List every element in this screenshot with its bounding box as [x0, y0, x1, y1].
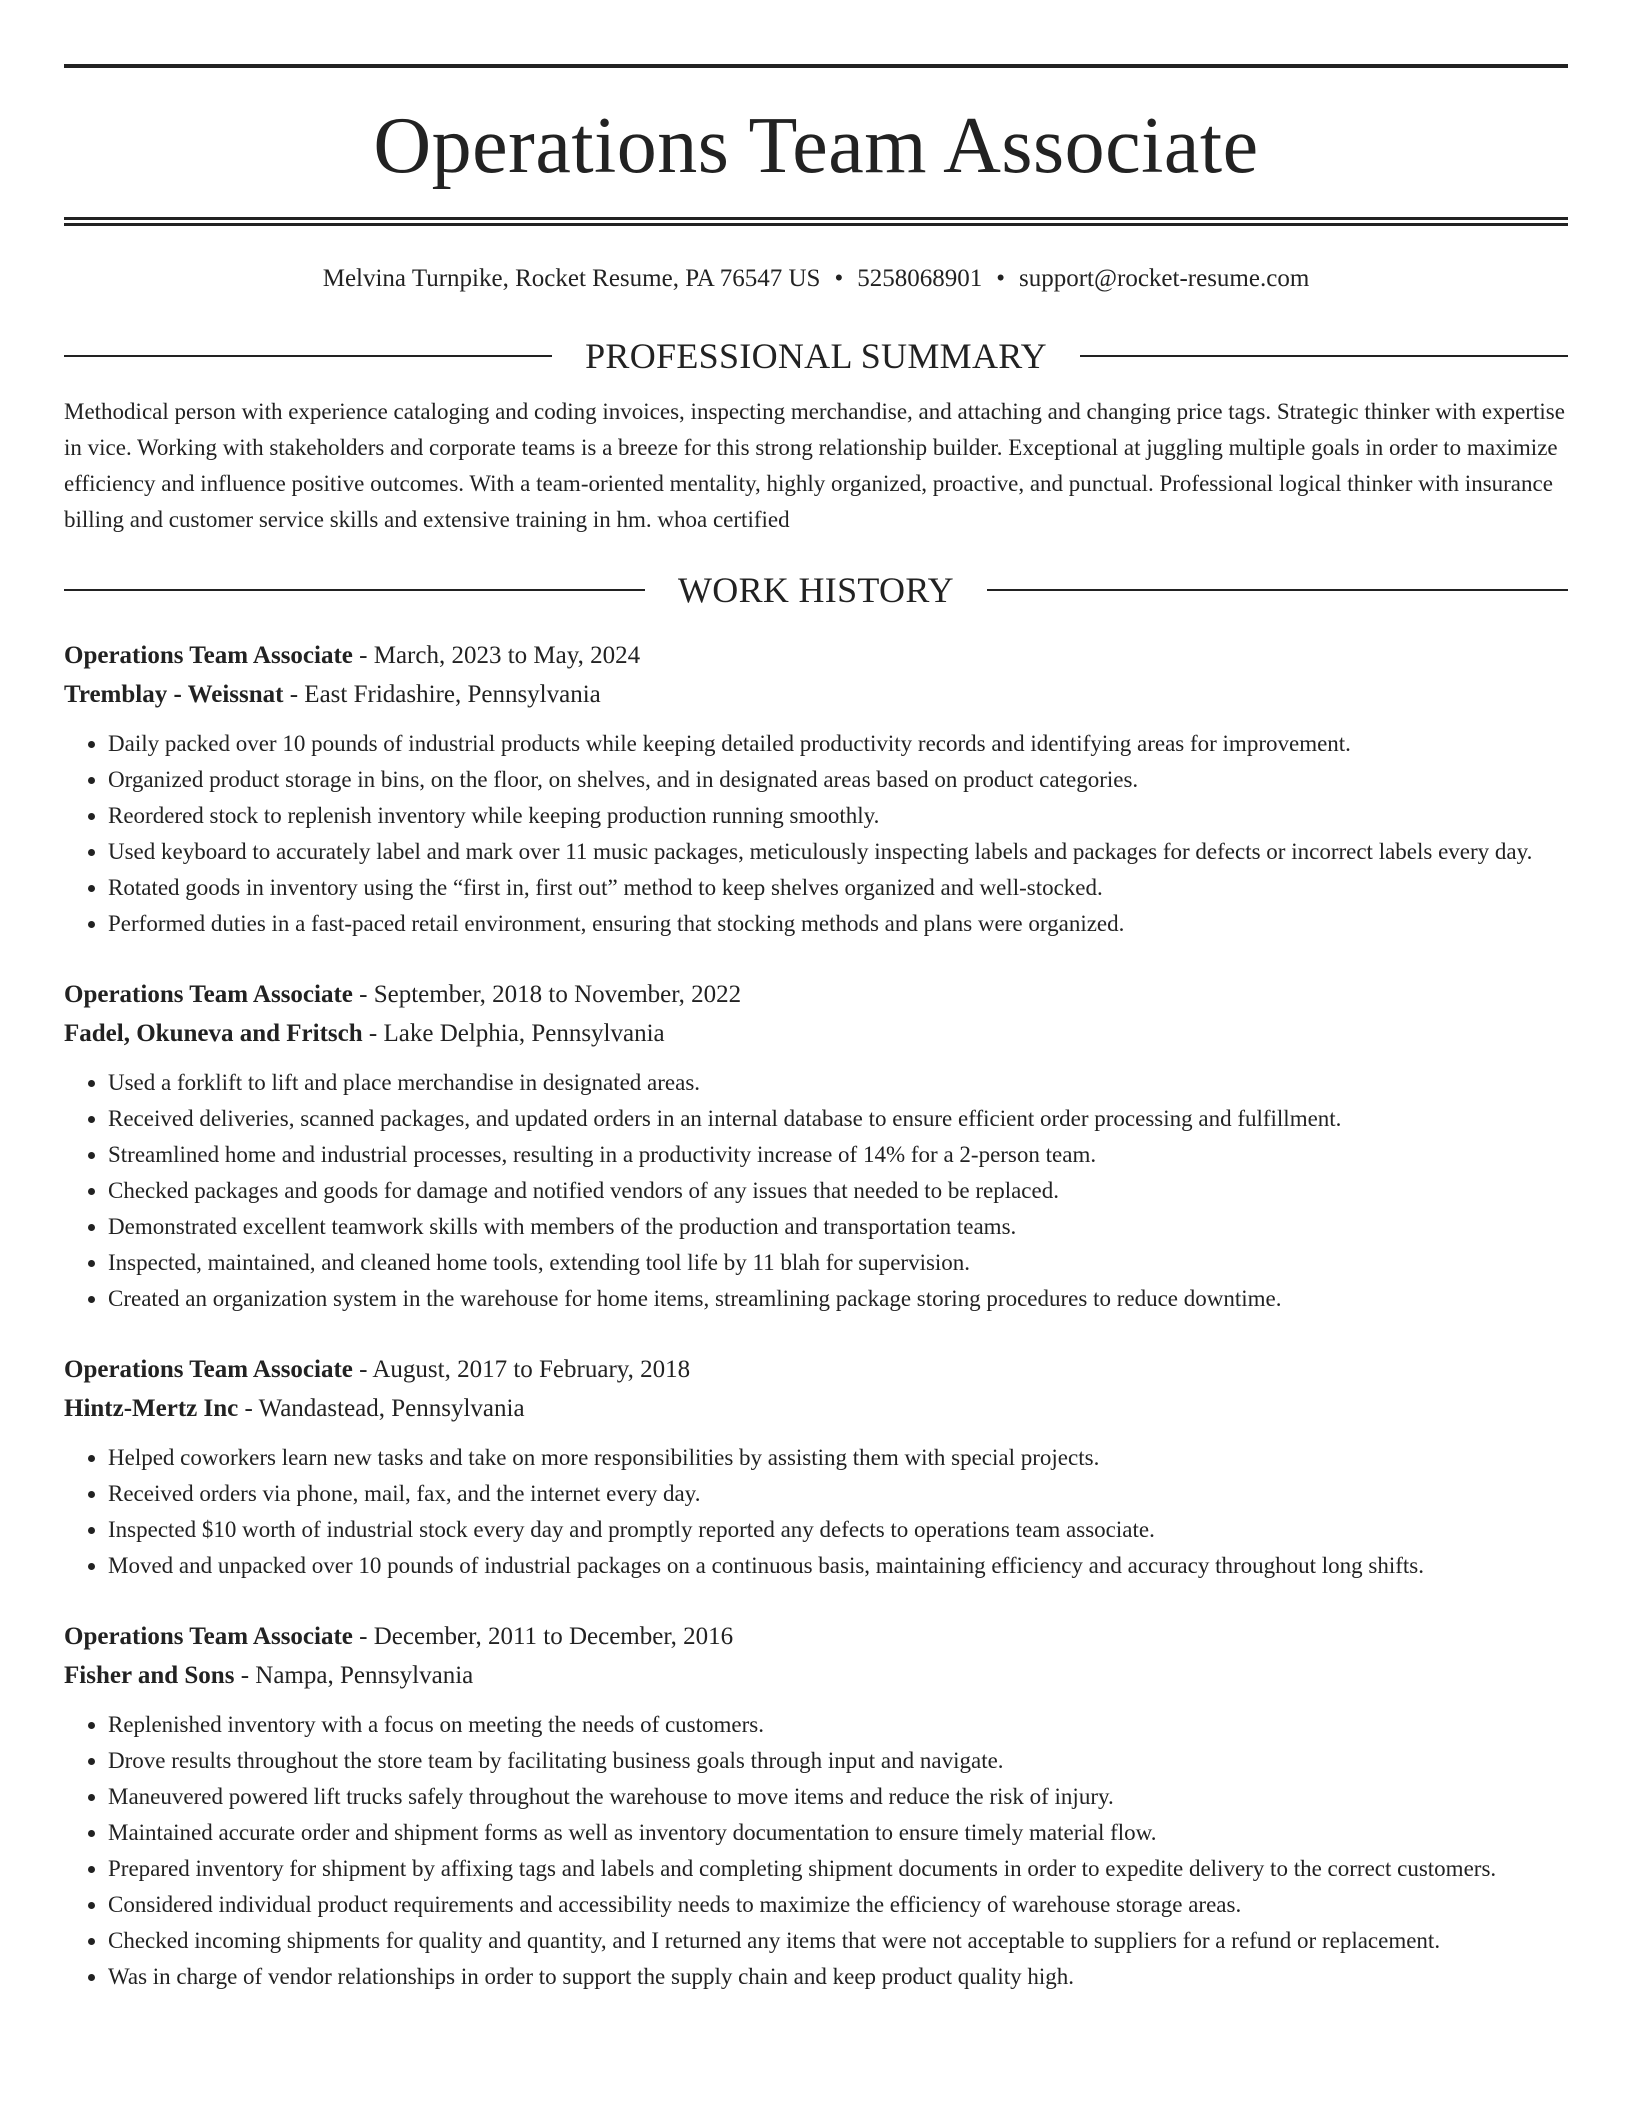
job-bullet: • Inspected $10 worth of industrial stock every day and promptly reported any defects to operations team associate.	[108, 1512, 1568, 1548]
job-bullet: • Used keyboard to accurately label and mark over 11 music packages, meticulously inspecting labels and packages for defects or incorrect labels every day.	[108, 834, 1568, 870]
job-company-line	[64, 1656, 1568, 1695]
job-bullet: • Received orders via phone, mail, fax, and the internet every day.	[108, 1476, 1568, 1512]
job-bullet: • Drove results throughout the store team by facilitating business goals through input and navigate.	[108, 1743, 1568, 1779]
contact-email: support@rocket-resume.com	[1018, 265, 1310, 292]
summary-text: Methodical person with experience cataloging and coding invoices, inspecting merchandise, and attaching and changing price tags. Strategic thinker with expertise in vice. Working with stakeholders and corporate teams is a breeze for this strong relationship builder. Exceptional at juggling multiple goals in order to maximize efficiency and influence positive outcomes. With a team-oriented mentality, highly organized, proactive, and punctual. Professional logical thinker with insurance billing and customer service skills and extensive training in hm. whoa certified	[64, 399, 1565, 532]
contact-separator: •	[834, 265, 844, 292]
job-bullet: • Used a forklift to lift and place merchandise in designated areas.	[108, 1065, 1568, 1101]
job-bullet: • Maneuvered powered lift trucks safely throughout the warehouse to move items and reduce the risk of injury.	[108, 1779, 1568, 1815]
job-bullet: • Organized product storage in bins, on the floor, on shelves, and in designated areas based on product categories.	[108, 762, 1568, 798]
job-bullet: • Prepared inventory for shipment by affixing tags and labels and completing shipment documents in order to expedite delivery to the correct customers.	[108, 1851, 1568, 1887]
job-entry	[64, 975, 1568, 1317]
title-double-rule	[64, 217, 1568, 226]
job-role-line	[64, 636, 1568, 675]
job-company-line	[64, 1014, 1568, 1053]
job-bullet: • Demonstrated excellent teamwork skills with members of the production and transportation teams.	[108, 1209, 1568, 1245]
job-bullets	[64, 726, 1568, 942]
job-bullet: • Moved and unpacked over 10 pounds of industrial packages on a continuous basis, maintaining efficiency and accuracy throughout long shifts.	[108, 1548, 1568, 1584]
job-company: Fisher and Sons	[64, 1662, 235, 1689]
job-bullet: • Created an organization system in the warehouse for home items, streamlining package storing procedures to reduce downtime.	[108, 1281, 1568, 1317]
job-bullet: • Streamlined home and industrial processes, resulting in a productivity increase of 14% for a 2-person team.	[108, 1137, 1568, 1173]
work-history-heading-label: WORK HISTORY	[678, 570, 954, 610]
job-bullet: • Maintained accurate order and shipment forms as well as inventory documentation to ensure timely material flow.	[108, 1815, 1568, 1851]
contact-phone: 5258068901	[857, 265, 983, 292]
contact-separator: •	[996, 265, 1005, 292]
top-rule	[64, 64, 1568, 68]
job-entry	[64, 1350, 1568, 1584]
job-bullets	[64, 1440, 1568, 1584]
job-role: Operations Team Associate	[64, 642, 353, 669]
job-company-line	[64, 1389, 1568, 1428]
summary-heading	[64, 338, 1568, 374]
job-bullet: • Replenished inventory with a focus on meeting the needs of customers.	[108, 1707, 1568, 1743]
contact-line	[64, 264, 1568, 294]
job-bullet: • Performed duties in a fast-paced retail environment, ensuring that stocking methods and plans were organized.	[108, 906, 1568, 942]
job-role: Operations Team Associate	[64, 1356, 353, 1383]
job-dates: - September, 2018 to November, 2022	[352, 981, 742, 1008]
job-dates: - March, 2023 to May, 2024	[352, 642, 641, 669]
job-company-line	[64, 675, 1568, 714]
job-entry	[64, 636, 1568, 942]
job-bullet: • Reordered stock to replenish inventory while keeping production running smoothly.	[108, 798, 1568, 834]
job-bullet: • Helped coworkers learn new tasks and take on more responsibilities by assisting them with special projects.	[108, 1440, 1568, 1476]
heading-rule-right	[987, 589, 1568, 591]
job-role: Operations Team Associate	[64, 981, 353, 1008]
job-location: - Nampa, Pennsylvania	[234, 1662, 474, 1689]
summary-heading-label: PROFESSIONAL SUMMARY	[585, 336, 1047, 376]
job-role-line	[64, 1350, 1568, 1389]
job-bullet: • Was in charge of vendor relationships in order to support the supply chain and keep product quality high.	[108, 1959, 1568, 1995]
job-bullet: • Considered individual product requirements and accessibility needs to maximize the efficiency of warehouse storage areas.	[108, 1887, 1568, 1923]
job-bullet: • Rotated goods in inventory using the “first in, first out” method to keep shelves organized and well-stocked.	[108, 870, 1568, 906]
job-dates: - December, 2011 to December, 2016	[352, 1623, 734, 1650]
job-bullet: • Checked incoming shipments for quality and quantity, and I returned any items that were not acceptable to suppliers for a refund or replacement.	[108, 1923, 1568, 1959]
job-bullet: • Received deliveries, scanned packages, and updated orders in an internal database to ensure efficient order processing and fulfillment.	[108, 1101, 1568, 1137]
job-company: Fadel, Okuneva and Fritsch	[64, 1020, 363, 1047]
job-location: - Wandastead, Pennsylvania	[238, 1395, 525, 1422]
work-history-heading	[64, 572, 1568, 608]
job-location: - Lake Delphia, Pennsylvania	[362, 1020, 665, 1047]
job-company: Hintz-Mertz Inc	[64, 1395, 239, 1422]
job-role-line	[64, 975, 1568, 1014]
job-role-line	[64, 1617, 1568, 1656]
job-bullets	[64, 1707, 1568, 1995]
resume-title: Operations Team Associate	[373, 102, 1259, 190]
job-bullet: • Daily packed over 10 pounds of industrial products while keeping detailed productivity records and identifying areas for improvement.	[108, 726, 1568, 762]
heading-rule-left	[64, 355, 552, 357]
contact-address: Melvina Turnpike, Rocket Resume, PA 76547 US	[322, 265, 821, 292]
job-dates: - August, 2017 to February, 2018	[352, 1356, 691, 1383]
heading-rule-right	[1080, 355, 1568, 357]
job-role: Operations Team Associate	[64, 1623, 353, 1650]
heading-rule-left	[64, 589, 645, 591]
job-location: - East Fridashire, Pennsylvania	[283, 681, 601, 708]
job-bullet: • Inspected, maintained, and cleaned home tools, extending tool life by 11 blah for supervision.	[108, 1245, 1568, 1281]
job-bullets	[64, 1065, 1568, 1317]
job-company: Tremblay - Weissnat	[64, 681, 284, 708]
job-entry	[64, 1617, 1568, 1995]
job-bullet: • Checked packages and goods for damage and notified vendors of any issues that needed to be replaced.	[108, 1173, 1568, 1209]
